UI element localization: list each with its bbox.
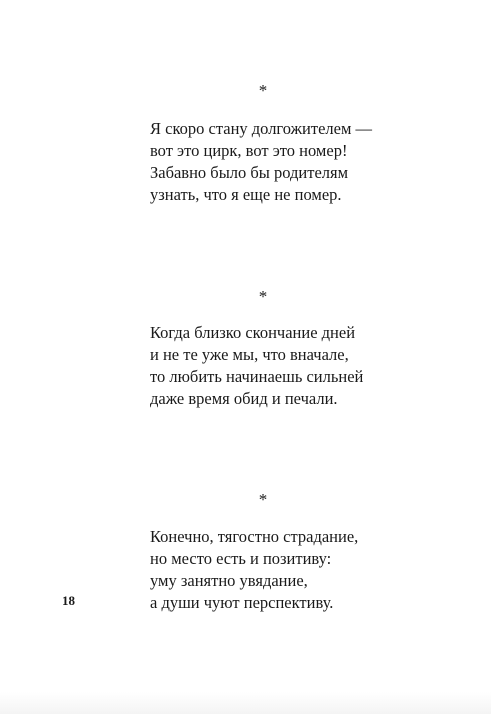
poem-line: Конечно, тягостно страдание, [150,527,359,546]
poem-line: вот это цирк, вот это номер! [150,141,348,160]
poem-3 [150,526,470,614]
poem-line: Забавно было бы родителям [150,163,349,182]
poem-line: Когда близко скончание дней [150,323,356,342]
poem-line: а души чуют перспективу. [150,593,334,612]
poem-line: Я скоро стану долгожителем — [150,119,373,138]
page-number: 18 [62,593,75,608]
poem-line: уму занятно увядание, [150,571,308,590]
poem-line: узнать, что я еще не помер. [150,185,342,204]
page-bottom-edge [0,692,491,714]
stanza-separator-2: * [258,287,268,306]
stanza-separator-1: * [258,81,268,100]
poem-line: и не те уже мы, что вначале, [150,345,349,364]
poem-line: то любить начинаешь сильней [150,367,364,386]
poem-2 [150,322,470,410]
poem-line: даже время обид и печали. [150,389,338,408]
poem-1 [150,118,470,206]
poem-line: но место есть и позитиву: [150,549,332,568]
stanza-separator-3: * [258,490,268,509]
